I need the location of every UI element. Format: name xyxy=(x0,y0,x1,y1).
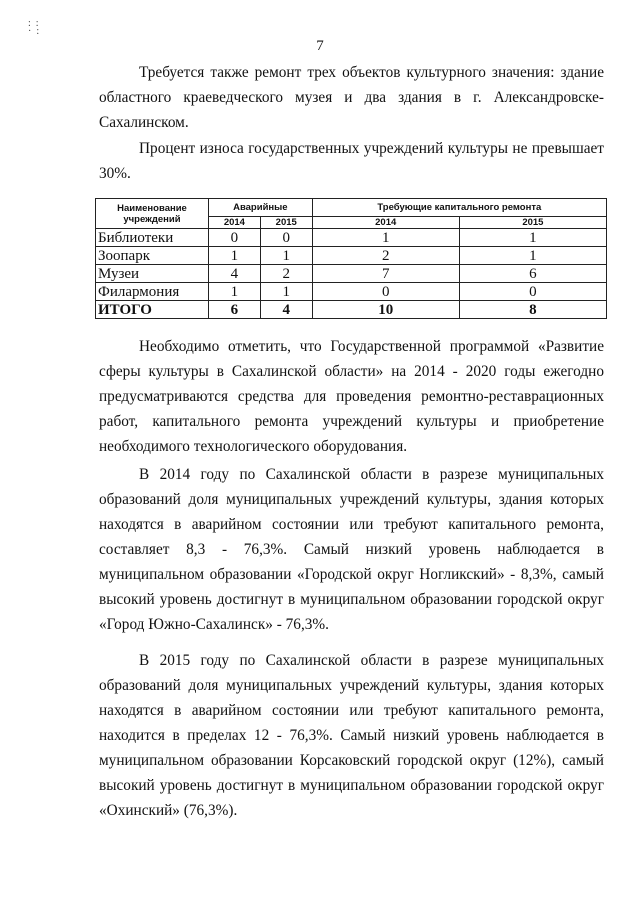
row-name: Библиотеки xyxy=(96,229,209,247)
cell-value: 0 xyxy=(209,229,261,247)
table-row xyxy=(96,265,607,283)
total-value: 8 xyxy=(459,301,606,319)
total-label: ИТОГО xyxy=(96,301,209,319)
cell-value: 0 xyxy=(459,283,606,301)
paragraph-5 xyxy=(99,648,604,823)
paragraph-3 xyxy=(99,334,604,459)
margin-marks: : : · : xyxy=(28,18,40,37)
col-year-2014-repair: 2014 xyxy=(312,217,459,229)
cell-value: 1 xyxy=(209,247,261,265)
paragraph-1 xyxy=(99,60,604,135)
paragraph-2-text: Процент износа государственных учреждений культуры не превышает 30%. xyxy=(99,140,604,182)
cell-value: 2 xyxy=(312,247,459,265)
table-total-row xyxy=(96,301,607,319)
col-header-name: Наименование учреждений xyxy=(96,199,209,229)
total-value: 6 xyxy=(209,301,261,319)
row-name: Филармония xyxy=(96,283,209,301)
cell-value: 1 xyxy=(209,283,261,301)
institutions-table xyxy=(95,198,607,319)
cell-value: 7 xyxy=(312,265,459,283)
cell-value: 1 xyxy=(459,247,606,265)
paragraph-5-text: В 2015 году по Сахалинской области в разрезе муниципальных образований доля муниципальных учреждений культуры, здания которых находятся в аварийном состоянии или требуют капитального ремонта, находится в пределах 12 - 76,3%. Самый низкий уровень наблюдается в муниципальном образовании Корсаковский городской округ (12%), самый высокий уровень достигнут в муниципальном образовании городской округ «Охинский» (76,3%). xyxy=(99,652,604,819)
row-name: Зоопарк xyxy=(96,247,209,265)
row-name: Музеи xyxy=(96,265,209,283)
cell-value: 1 xyxy=(260,283,312,301)
table-row xyxy=(96,283,607,301)
table-row xyxy=(96,247,607,265)
col-group-emergency: Аварийные xyxy=(209,199,313,217)
col-year-2015-repair: 2015 xyxy=(459,217,606,229)
cell-value: 6 xyxy=(459,265,606,283)
col-group-repair: Требующие капитального ремонта xyxy=(312,199,606,217)
cell-value: 1 xyxy=(312,229,459,247)
table-row xyxy=(96,229,607,247)
cell-value: 1 xyxy=(459,229,606,247)
cell-value: 0 xyxy=(260,229,312,247)
paragraph-2 xyxy=(99,136,604,186)
paragraph-4-text: В 2014 году по Сахалинской области в разрезе муниципальных образований доля муниципальных учреждений культуры, здания которых находятся в аварийном состоянии или требуют капитального ремонта, составляет 8,3 - 76,3%. Самый низкий уровень наблюдается в муниципальном образовании «Городской округ Ногликский» - 8,3%, самый высокий уровень достигнут в муниципальном образовании городской округ «Город Южно-Сахалинск» - 76,3%. xyxy=(99,466,604,633)
paragraph-3-text: Необходимо отметить, что Государственной программой «Развитие сферы культуры в Сахалинской области» на 2014 - 2020 годы ежегодно предусматриваются средства для проведения ремонтно-реставрационных работ, капитального ремонта учреждений культуры и приобретение необходимого технологического оборудования. xyxy=(99,338,604,455)
cell-value: 0 xyxy=(312,283,459,301)
total-value: 4 xyxy=(260,301,312,319)
col-year-2015-emergency: 2015 xyxy=(260,217,312,229)
col-year-2014-emergency: 2014 xyxy=(209,217,261,229)
cell-value: 1 xyxy=(260,247,312,265)
total-value: 10 xyxy=(312,301,459,319)
paragraph-4 xyxy=(99,462,604,637)
page-number: 7 xyxy=(316,38,324,54)
cell-value: 2 xyxy=(260,265,312,283)
paragraph-1-text: Требуется также ремонт трех объектов культурного значения: здание областного краеведческого музея и два здания в г. Александровске-Сахалинском. xyxy=(99,64,604,131)
cell-value: 4 xyxy=(209,265,261,283)
